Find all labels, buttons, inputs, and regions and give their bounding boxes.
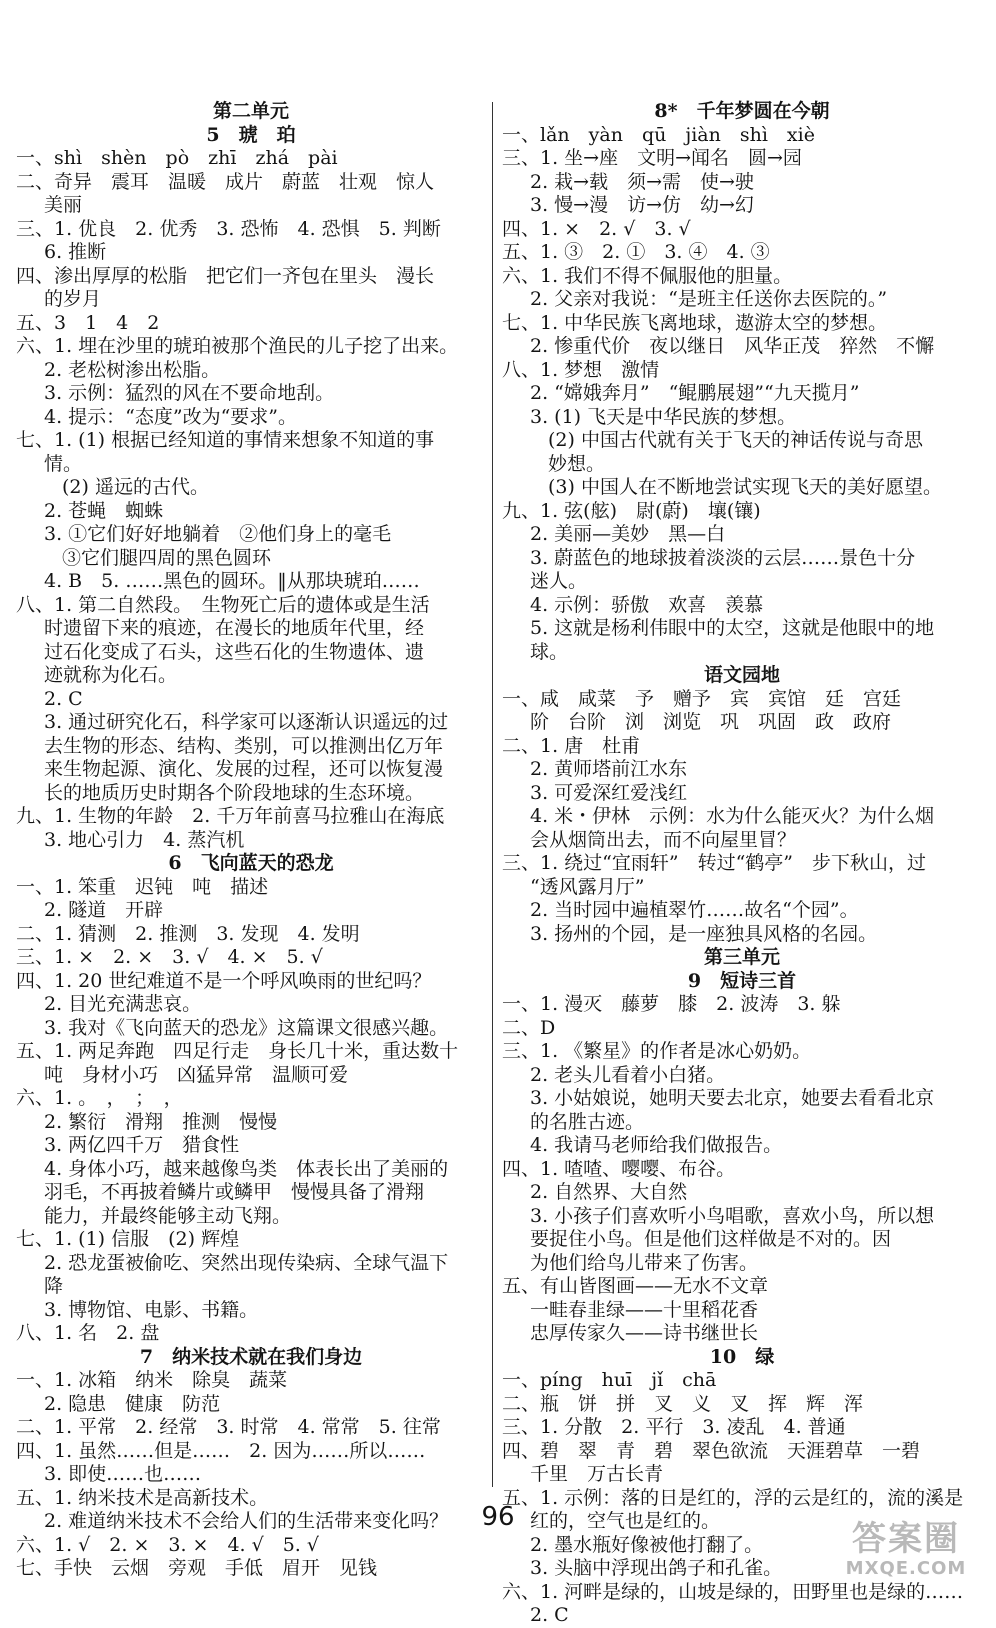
answer-line: “透风露月厅” bbox=[530, 875, 645, 898]
answer-line: 2. 当时园中遍植翠竹……故名“个园”。 bbox=[530, 899, 859, 921]
answer-line: 六、1. 。 ， ； ， bbox=[16, 1087, 183, 1109]
answer-line: (3) 中国人在不断地尝试实现飞天的美好愿望。 bbox=[548, 476, 942, 498]
answer-line: 2. 隐患 健康 防范 bbox=[44, 1392, 221, 1415]
answer-line: 3. ①它们好好地躺着 ②他们身上的毫毛 bbox=[44, 523, 392, 545]
answer-line: 二、瓶 饼 拼 叉 义 叉 挥 辉 浑 bbox=[502, 1392, 864, 1415]
answer-line: 2. 恐龙蛋被偷吃、突然出现传染病、全球气温下 bbox=[44, 1251, 449, 1274]
answer-line: 3. 扬州的个园，是一座独具风格的名园。 bbox=[530, 922, 878, 945]
answer-line: 会从烟筒出去，而不向屋里冒？ bbox=[530, 828, 797, 851]
answer-line: 情。 bbox=[44, 452, 83, 475]
answer-line: 红的，空气也是红的。 bbox=[530, 1510, 721, 1532]
answer-line: 七、1. (1) 信服 (2) 辉煌 bbox=[16, 1228, 240, 1250]
answer-line: 迷人。 bbox=[530, 570, 588, 592]
section-heading: 9 短诗三首 bbox=[687, 969, 797, 992]
answer-line: 四、1. 20 世纪难道不是一个呼风唤雨的世纪吗？ bbox=[16, 969, 432, 992]
answer-line: 3. 可爱深红爱浅红 bbox=[530, 781, 688, 804]
answer-line: 六、1. √ 2. × 3. × 4. √ 5. √ bbox=[16, 1533, 319, 1556]
answer-line: 2. 繁衍 滑翔 推测 慢慢 bbox=[44, 1110, 278, 1133]
answer-line: 2. 黄师塔前江水东 bbox=[530, 758, 688, 780]
section-heading: 6 飞向蓝天的恐龙 bbox=[168, 852, 334, 874]
answer-line: 三、1. × 2. × 3. √ 4. × 5. √ bbox=[16, 946, 323, 968]
answer-line: 五、1. 两足奔跑 四足行走 身长几十米，重达数十 bbox=[16, 1040, 459, 1062]
answer-line: 一、1. 笨重 迟钝 吨 描述 bbox=[16, 875, 269, 898]
answer-line: 七、1. 中华民族飞离地球，遨游太空的梦想。 bbox=[502, 311, 888, 334]
answer-line: 4. 我请马老师给我们做报告。 bbox=[530, 1134, 783, 1156]
answer-line: 妙想。 bbox=[548, 452, 606, 475]
answer-line: 3. 蔚蓝色的地球披着淡淡的云层……景色十分 bbox=[530, 546, 916, 569]
answer-line: 去生物的形态、结构、类别，可以推测出亿万年 bbox=[44, 734, 444, 757]
answer-line: 5. 这就是杨利伟眼中的太空，这就是他眼中的地 bbox=[530, 617, 935, 639]
answer-line: 三、1. 绕过“宜雨轩” 转过“鹤亭” 步下秋山，过 bbox=[502, 852, 927, 874]
answer-line: 六、1. 埋在沙里的琥珀被那个渔民的儿子挖了出来。 bbox=[16, 335, 459, 357]
answer-line: 2. 苍蝇 蜘蛛 bbox=[44, 499, 164, 522]
section-heading: 7 纳米技术就在我们身边 bbox=[139, 1345, 363, 1368]
answer-line: 时遗留下来的痕迹，在漫长的地质年代里，经 bbox=[44, 617, 425, 639]
answer-line: 三、1. 优良 2. 优秀 3. 恐怖 4. 恐惧 5. 判断 bbox=[16, 217, 441, 240]
watermark-top: 答案圈 bbox=[852, 1519, 960, 1559]
answer-line: 为他们给鸟儿带来了伤害。 bbox=[530, 1251, 759, 1274]
answer-line: 过石化变成了石头，这些石化的生物遗体、遗 bbox=[44, 640, 425, 663]
answer-line: 一、1. 漫灭 藤萝 膝 2. 波涛 3. 躲 bbox=[502, 993, 841, 1015]
answer-line: 4. B 5. ……黑色的圆环。‖从那块琥珀…… bbox=[44, 570, 420, 592]
section-heading: 第二单元 bbox=[212, 100, 289, 122]
answer-line: 五、3 1 4 2 bbox=[16, 311, 160, 334]
answer-line: 3. 博物馆、电影、书籍。 bbox=[44, 1298, 259, 1321]
answer-line: 五、1. 示例：落的日是红的，浮的云是红的，流的溪是 bbox=[502, 1486, 964, 1509]
right-column bbox=[502, 100, 982, 1628]
answer-line: 4. 米・伊林 示例：水为什么能灭火？为什么烟 bbox=[530, 805, 935, 827]
answer-line: 要捉住小鸟。但是他们这样做是不对的。因 bbox=[530, 1228, 892, 1250]
answer-line: 2. “嫦娥奔月” “鲲鹏展翅”“九天揽月” bbox=[530, 382, 860, 404]
answer-line: 五、1. 纳米技术是高新技术。 bbox=[16, 1486, 269, 1509]
answer-line: 3. 小孩子们喜欢听小鸟唱歌，喜欢小鸟，所以想 bbox=[530, 1204, 935, 1227]
answer-line: 能力，并最终能够主动飞翔。 bbox=[44, 1204, 292, 1227]
answer-line: 八、1. 名 2. 盘 bbox=[16, 1322, 160, 1344]
answer-line: 2. 自然界、大自然 bbox=[530, 1181, 688, 1203]
answer-line: 一、lǎn yàn qū jiàn shì xiè bbox=[502, 123, 815, 146]
answer-line: 五、1. ③ 2. ① 3. ④ 4. ③ bbox=[502, 241, 770, 263]
answer-line: 3. 两亿四千万 猎食性 bbox=[44, 1134, 240, 1156]
answer-line: 球。 bbox=[530, 640, 569, 663]
answer-line: 3. 通过研究化石，科学家可以逐渐认识遥远的过 bbox=[44, 711, 449, 733]
answer-line: 2. 美丽—美妙 黑—白 bbox=[530, 523, 726, 545]
answer-line: 2. C bbox=[530, 1604, 569, 1626]
answer-line: 三、1. 坐→座 文明→闻名 圆→园 bbox=[502, 147, 802, 169]
answer-line: 6. 推断 bbox=[44, 241, 107, 263]
answer-line: 2. C bbox=[44, 687, 83, 710]
answer-line: 四、碧 翠 青 碧 翠色欲流 天涯碧草 一碧 bbox=[502, 1439, 921, 1462]
watermark-bottom: MXQE.COM bbox=[845, 1558, 967, 1579]
answer-line: 忠厚传家久——诗书继世长 bbox=[530, 1322, 759, 1344]
answer-line: (2) 中国古代就有关于飞天的神话传说与奇思 bbox=[548, 429, 923, 451]
answer-line: 五、有山皆图画——无水不文章 bbox=[502, 1275, 769, 1297]
answer-line: 4. 提示：“态度”改为“要求”。 bbox=[44, 405, 298, 428]
answer-line: 六、1. 我们不得不佩服他的胆量。 bbox=[502, 264, 793, 287]
answer-line: 七、手快 云烟 旁观 手低 眉开 见钱 bbox=[16, 1557, 378, 1579]
answer-line: 六、1. 河畔是绿的，山坡是绿的，田野里也是绿的…… bbox=[502, 1580, 964, 1603]
answer-line: 2. 隧道 开辟 bbox=[44, 899, 164, 921]
answer-line: 2. 难道纳米技术不会给人们的生活带来变化吗？ bbox=[44, 1510, 449, 1532]
answer-line: 4. 示例：骄傲 欢喜 羡慕 bbox=[530, 593, 764, 616]
answer-line: 二、1. 猜测 2. 推测 3. 发现 4. 发明 bbox=[16, 922, 360, 945]
answer-line: 来生物起源、演化、发展的过程，还可以恢复漫 bbox=[44, 758, 444, 780]
left-column bbox=[16, 100, 486, 1581]
answer-line: 的名胜古迹。 bbox=[530, 1110, 645, 1133]
answer-line: 降 bbox=[44, 1275, 64, 1297]
answer-line: 九、1. 生物的年龄 2. 千万年前喜马拉雅山在海底 bbox=[16, 805, 445, 827]
answer-line: 3. 我对《飞向蓝天的恐龙》这篇课文很感兴趣。 bbox=[44, 1016, 449, 1039]
answer-line: 3. 地心引力 4. 蒸汽机 bbox=[44, 828, 245, 851]
watermark-logo bbox=[836, 1520, 976, 1582]
answer-line: 二、1. 唐 杜甫 bbox=[502, 734, 641, 757]
answer-line: (2) 遥远的古代。 bbox=[62, 476, 209, 498]
answer-line: 八、1. 梦想 激情 bbox=[502, 358, 660, 381]
answer-line: 阶 台阶 浏 浏览 巩 巩固 政 政府 bbox=[530, 711, 892, 733]
answer-line: 3. 小姑娘说，她明天要去北京，她要去看看北京 bbox=[530, 1087, 935, 1109]
section-heading: 8* 千年梦圆在今朝 bbox=[654, 100, 830, 122]
answer-line: 3. 头脑中浮现出鸽子和孔雀。 bbox=[530, 1557, 783, 1579]
answer-line: 2. 栽→载 须→需 使→驶 bbox=[530, 170, 754, 193]
answer-line: 二、1. 平常 2. 经常 3. 时常 4. 常常 5. 往常 bbox=[16, 1416, 441, 1438]
answer-line: 一畦春韭绿——十里稻花香 bbox=[530, 1298, 759, 1321]
answer-line: 2. 墨水瓶好像被他打翻了。 bbox=[530, 1533, 764, 1556]
answer-line: 七、1. (1) 根据已经知道的事情来想象不知道的事 bbox=[16, 429, 435, 451]
section-heading: 第三单元 bbox=[703, 946, 780, 968]
answer-line: 二、D bbox=[502, 1016, 556, 1039]
answer-line: 吨 身材小巧 凶猛异常 温顺可爱 bbox=[44, 1063, 349, 1086]
answer-line: 三、1. 分散 2. 平行 3. 凌乱 4. 普通 bbox=[502, 1416, 846, 1438]
answer-line: 3. 慢→漫 访→仿 幼→幻 bbox=[530, 194, 754, 216]
section-heading: 5 琥 珀 bbox=[206, 123, 296, 146]
answer-line: 一、píng huī jǐ chā bbox=[502, 1369, 717, 1391]
answer-line: 2. 父亲对我说：“是班主任送你去医院的。” bbox=[530, 288, 888, 310]
answer-line: 二、奇异 震耳 温暖 成片 蔚蓝 壮观 惊人 bbox=[16, 170, 435, 193]
answer-line: 长的地质历史时期各个阶段地球的生态环境。 bbox=[44, 781, 425, 804]
answer-line: 4. 身体小巧，越来越像鸟类 体表长出了美丽的 bbox=[44, 1157, 449, 1180]
answer-line: 的岁月 bbox=[44, 288, 102, 310]
answer-line: 一、1. 冰箱 纳米 除臭 蔬菜 bbox=[16, 1369, 288, 1391]
answer-line: 2. 惨重代价 夜以继日 风华正茂 猝然 不懈 bbox=[530, 335, 935, 357]
answer-line: 羽毛，不再披着鳞片或鳞甲 慢慢具备了滑翔 bbox=[44, 1181, 425, 1203]
answer-line: 2. 目光充满悲哀。 bbox=[44, 993, 202, 1015]
answer-line: 一、shì shèn pò zhī zhá pài bbox=[16, 147, 338, 169]
page-number: 96 bbox=[481, 1502, 515, 1532]
section-heading: 语文园地 bbox=[703, 664, 780, 686]
answer-line: 3. 示例：猛烈的风在不要命地刮。 bbox=[44, 382, 335, 404]
answer-line: 3. (1) 飞天是中华民族的梦想。 bbox=[530, 405, 797, 428]
column-divider bbox=[492, 102, 493, 1487]
section-heading: 10 绿 bbox=[709, 1345, 775, 1368]
answer-line: 三、1. 《繁星》的作者是冰心奶奶。 bbox=[502, 1040, 812, 1062]
answer-line: 美丽 bbox=[44, 194, 83, 216]
answer-line: 2. 老松树渗出松脂。 bbox=[44, 358, 221, 381]
answer-line: 千里 万古长青 bbox=[530, 1463, 664, 1485]
answer-line: 四、1. 喳喳、嘤嘤、布谷。 bbox=[502, 1157, 736, 1180]
answer-line: 四、1. 虽然……但是…… 2. 因为……所以…… bbox=[16, 1439, 426, 1462]
answer-line: 四、1. × 2. √ 3. √ bbox=[502, 217, 691, 240]
answer-line: 2. 老头儿看着小白猪。 bbox=[530, 1063, 726, 1086]
answer-line: 一、咸 咸菜 予 赠予 宾 宾馆 廷 宫廷 bbox=[502, 687, 902, 710]
answer-line: 迹就称为化石。 bbox=[44, 664, 178, 686]
answer-line: 九、1. 弦(舷) 尉(蔚) 壤(镶) bbox=[502, 499, 761, 522]
answer-line: ③它们腿四周的黑色圆环 bbox=[62, 546, 272, 569]
answer-line: 3. 即使……也…… bbox=[44, 1463, 202, 1485]
answer-line: 八、1. 第二自然段。 生物死亡后的遗体或是生活 bbox=[16, 593, 430, 616]
answer-line: 四、渗出厚厚的松脂 把它们一齐包在里头 漫长 bbox=[16, 264, 435, 287]
